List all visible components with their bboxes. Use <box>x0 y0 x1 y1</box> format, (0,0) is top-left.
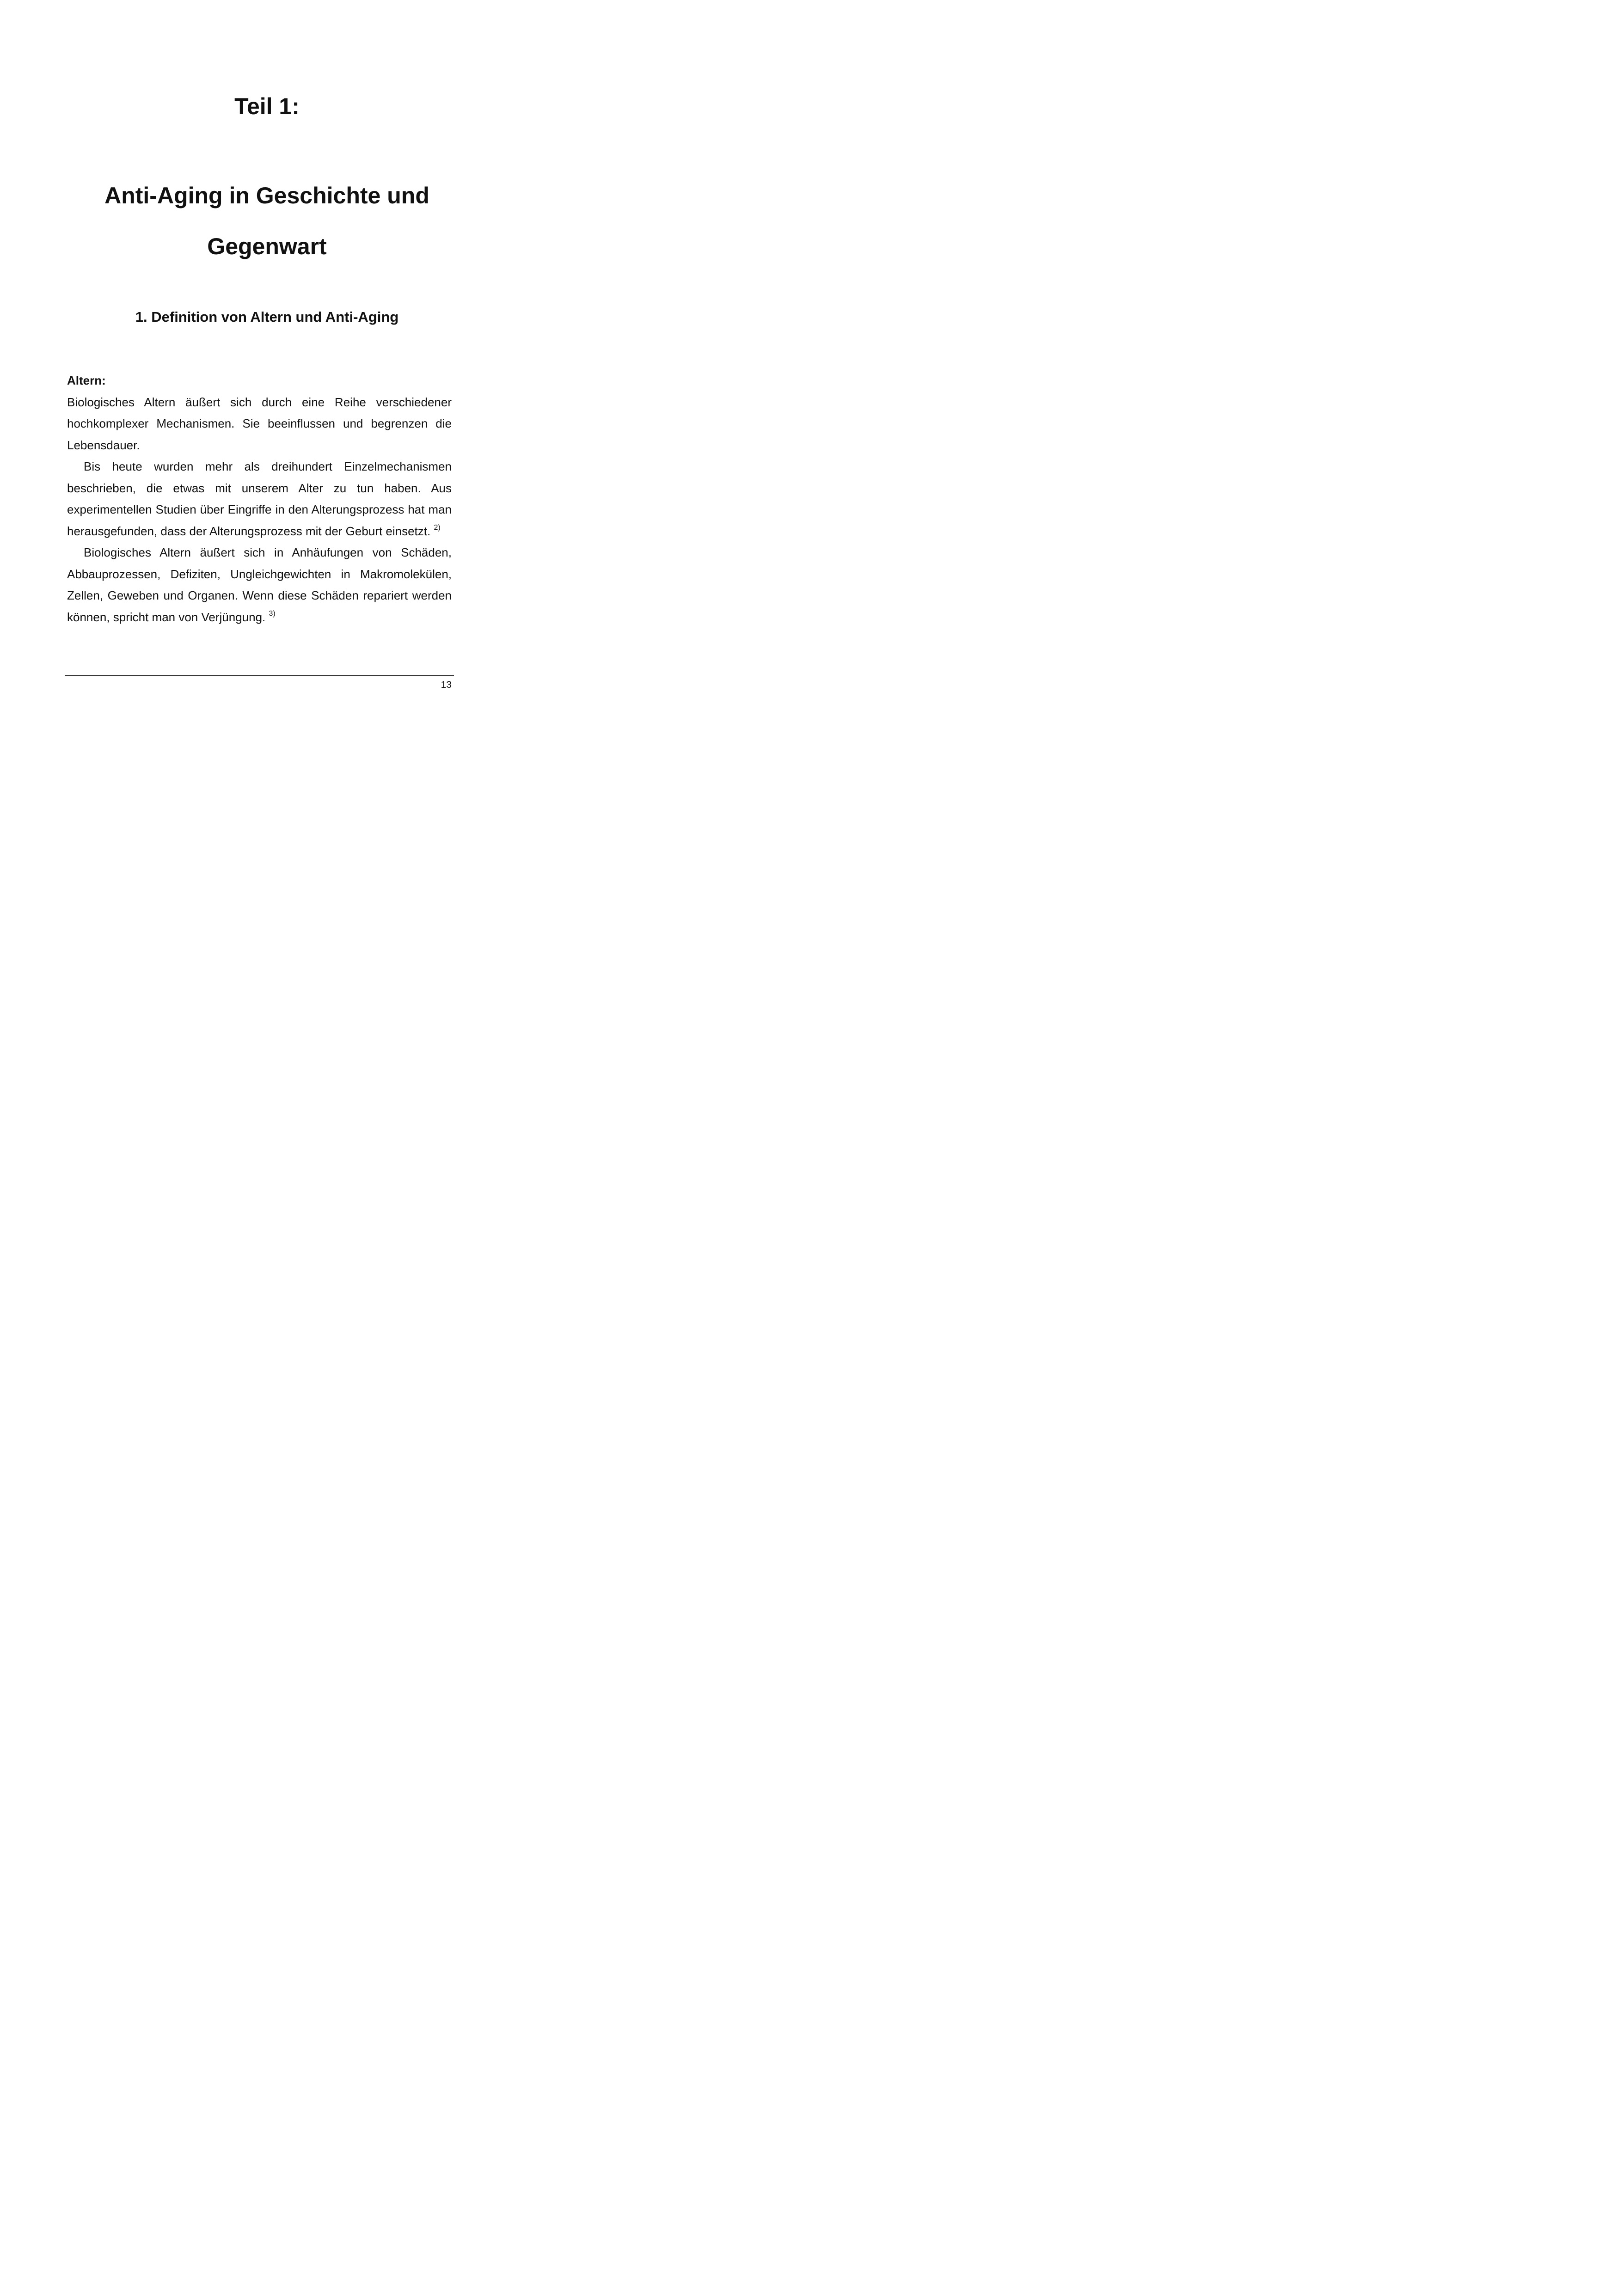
section-title: 1. Definition von Altern und Anti-Aging <box>135 309 399 325</box>
page-number: 13 <box>441 680 452 690</box>
book-page <box>0 0 509 722</box>
chapter-title-line-2: Gegenwart <box>207 233 327 259</box>
term-label: Altern: <box>67 373 106 387</box>
paragraph-2-text: Bis heute wurden mehr als dreihundert Einzelmechanismen beschrieben, die etwas mit unserem Alter zu tun haben. Aus experimentellen Studien über Eingriffe in den Alterungsprozess hat man herausgefunden, dass der Alterungsprozess mit der Geburt einsetzt. <box>67 459 452 538</box>
part-title: Teil 1: <box>234 93 300 119</box>
footnote-ref-3[interactable]: 3) <box>269 609 276 618</box>
body-text <box>67 370 452 628</box>
paragraph-3 <box>67 542 452 628</box>
footnote-ref-2[interactable]: 2) <box>434 523 441 532</box>
chapter-title <box>0 170 509 272</box>
footer-rule <box>65 675 454 676</box>
paragraph-2 <box>67 456 452 542</box>
chapter-title-line-1: Anti-Aging in Geschichte und <box>104 183 429 208</box>
paragraph-1-text: Biologisches Altern äußert sich durch eine Reihe verschiedener hochkomplexer Mechanismen. Sie beeinflussen und begrenzen die Lebensdauer. <box>67 395 452 452</box>
paragraph-3-text: Biologisches Altern äußert sich in Anhäufungen von Schäden, Abbauprozessen, Defiziten, Ungleichgewichten in Makromolekülen, Zellen, Geweben und Organen. Wenn diese Schäden repariert werden können, spricht man von Verjüngung. <box>67 545 452 624</box>
paragraph-1 <box>67 392 452 456</box>
